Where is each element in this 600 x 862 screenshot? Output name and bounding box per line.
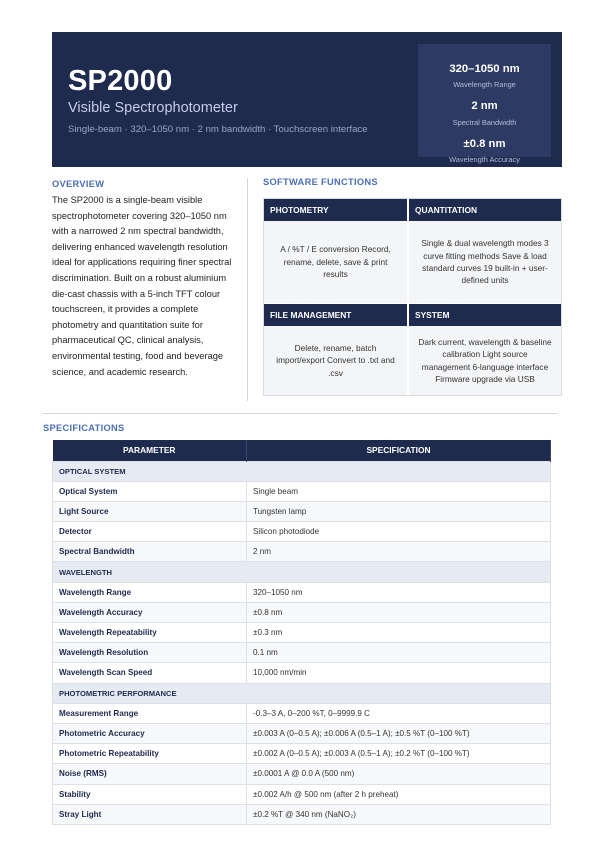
specifications-heading: SPECIFICATIONS xyxy=(43,423,125,433)
parameter-column-header: PARAMETER xyxy=(53,440,247,461)
parameter-name: Stray Light xyxy=(53,804,247,824)
parameter-value: Silicon photodiode xyxy=(247,522,551,542)
parameter-name: Wavelength Repeatability xyxy=(53,623,247,643)
parameter-value: ±0.8 nm xyxy=(247,602,551,622)
stat-label: Spectral Bandwidth xyxy=(452,118,517,127)
table-row xyxy=(53,522,551,542)
system-text: Dark current, wavelength & baseline calibration Light source management 6-language interface Firmware upgrade via USB xyxy=(409,326,561,395)
overview-text: The SP2000 is a single-beam visible spectrophotometer covering 320–1050 nm with a narrowed 2 nm spectral bandwidth, delivering enhanced wavelength resolution ideal for applications requiring finer spectral discrimination. Built on a robust aluminium die-cast chassis with a 5-inch TFT colour touchscreen, it provides a complete photometry and quantitation suite for pharmaceutical QC, clinical analysis, environmental testing, food and beverage science, and academic research. xyxy=(52,195,232,377)
table-row xyxy=(53,744,551,764)
photometry-text: A / %T / E conversion Record, rename, delete, save & print results xyxy=(264,221,407,303)
table-header-row xyxy=(53,440,551,461)
parameter-value: ±0.2 %T @ 340 nm (NaNO₂) xyxy=(247,804,551,824)
specifications-table xyxy=(52,440,551,825)
table-row xyxy=(53,703,551,723)
table-row xyxy=(53,501,551,521)
parameter-value: -0.3–3 A, 0–200 %T, 0–9999.9 C xyxy=(247,703,551,723)
hero-banner xyxy=(52,32,562,167)
parameter-value: ±0.003 A (0–0.5 A); ±0.006 A (0.5–1 A); ±0.5 %T (0–100 %T) xyxy=(247,723,551,743)
overview-heading: OVERVIEW xyxy=(52,179,105,189)
product-tagline: Single-beam · 320–1050 nm · 2 nm bandwidth · Touchscreen interface xyxy=(68,124,368,135)
parameter-name: Optical System xyxy=(53,481,247,501)
parameter-value: 0.1 nm xyxy=(247,643,551,663)
parameter-name: Wavelength Scan Speed xyxy=(53,663,247,683)
stat-value: 2 nm xyxy=(471,100,498,112)
table-row xyxy=(53,723,551,743)
table-section-row xyxy=(53,683,551,703)
parameter-name: Spectral Bandwidth xyxy=(53,542,247,562)
system-header: SYSTEM xyxy=(409,304,561,326)
table-row xyxy=(53,643,551,663)
file-management-text: Delete, rename, batch import/export Convert to .txt and .csv xyxy=(264,326,407,395)
quantitation-text: Single & dual wavelength modes 3 curve fitting methods Save & load standard curves 19 built-in + user-defined units xyxy=(409,221,561,303)
table-row xyxy=(53,804,551,824)
parameter-value: 2 nm xyxy=(247,542,551,562)
stat-label: Wavelength Accuracy xyxy=(449,155,520,164)
parameter-value: 10,000 nm/min xyxy=(247,663,551,683)
column-divider xyxy=(247,178,248,401)
parameter-value: ±0.0001 A @ 0.0 A (500 nm) xyxy=(247,764,551,784)
table-row xyxy=(53,764,551,784)
specifications-body xyxy=(53,461,551,824)
table-section-row xyxy=(53,562,551,582)
section-label: WAVELENGTH xyxy=(53,562,551,582)
parameter-name: Light Source xyxy=(53,501,247,521)
table-row xyxy=(53,663,551,683)
software-functions-grid xyxy=(263,198,562,396)
parameter-value: 320–1050 nm xyxy=(247,582,551,602)
parameter-name: Wavelength Resolution xyxy=(53,643,247,663)
table-row xyxy=(53,602,551,622)
product-title: SP2000 xyxy=(68,65,173,97)
parameter-name: Stability xyxy=(53,784,247,804)
parameter-name: Photometric Accuracy xyxy=(53,723,247,743)
table-section-row xyxy=(53,461,551,481)
section-label: OPTICAL SYSTEM xyxy=(53,461,551,481)
software-heading: SOFTWARE FUNCTIONS xyxy=(263,177,378,187)
parameter-name: Noise (RMS) xyxy=(53,764,247,784)
table-row xyxy=(53,784,551,804)
key-stats-panel xyxy=(418,44,551,164)
parameter-value: ±0.002 A/h @ 500 nm (after 2 h preheat) xyxy=(247,784,551,804)
photometry-header: PHOTOMETRY xyxy=(264,199,407,221)
section-label: PHOTOMETRIC PERFORMANCE xyxy=(53,683,551,703)
parameter-name: Measurement Range xyxy=(53,703,247,723)
product-subtitle: Visible Spectrophotometer xyxy=(68,100,238,116)
stat-value: ±0.8 nm xyxy=(463,138,506,150)
table-row xyxy=(53,623,551,643)
table-row xyxy=(53,582,551,602)
specification-column-header: SPECIFICATION xyxy=(247,440,551,461)
stat-label: Wavelength Range xyxy=(453,80,516,89)
parameter-name: Wavelength Range xyxy=(53,582,247,602)
parameter-value: Tungsten lamp xyxy=(247,501,551,521)
table-row xyxy=(53,481,551,501)
parameter-value: Single beam xyxy=(247,481,551,501)
section-divider xyxy=(43,413,557,414)
parameter-value: ±0.3 nm xyxy=(247,623,551,643)
file-management-header: FILE MANAGEMENT xyxy=(264,304,407,326)
stat-value: 320–1050 nm xyxy=(449,63,520,75)
parameter-name: Detector xyxy=(53,522,247,542)
quantitation-header: QUANTITATION xyxy=(409,199,561,221)
parameter-name: Photometric Repeatability xyxy=(53,744,247,764)
table-row xyxy=(53,542,551,562)
parameter-name: Wavelength Accuracy xyxy=(53,602,247,622)
parameter-value: ±0.002 A (0–0.5 A); ±0.003 A (0.5–1 A); ±0.2 %T (0–100 %T) xyxy=(247,744,551,764)
